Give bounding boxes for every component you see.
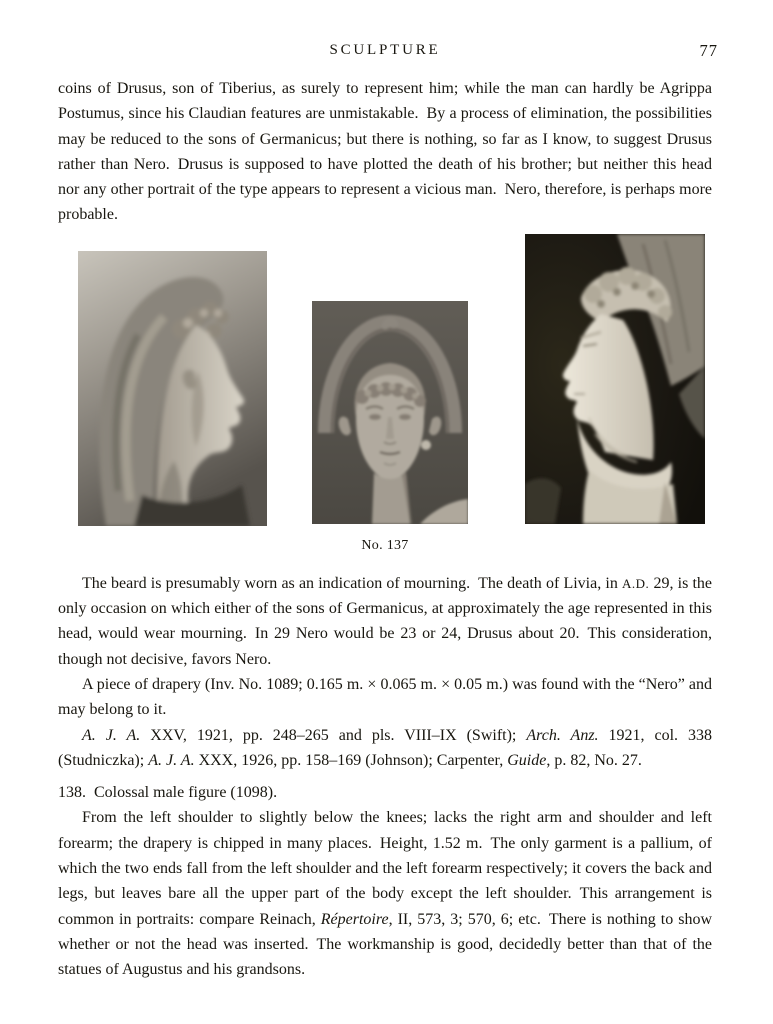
paragraph-entry-138 <box>58 805 712 982</box>
citation-text: XXX, 1926, pp. 158–169 (Johnson); Carpenter, <box>194 751 508 769</box>
citation-title: Répertoire <box>320 910 389 928</box>
paragraph-text: The beard is presumably worn as an indication of mourning. The death of Livia, in <box>82 574 622 592</box>
paragraph-text: , II, 573, 3; 570, 6; etc. There is nothing to show whether or not the head was inserted. The workmanship is good, decidedly better than that of the statues of Augustus and his grandsons. <box>58 910 712 979</box>
paragraph-text: A piece of drapery (Inv. No. 1089; 0.165 m. × 0.065 m. × 0.05 m.) was found with the “Nero” and may belong to it. <box>58 675 712 719</box>
running-header <box>58 41 718 64</box>
sculpture-photo-front-view <box>312 301 468 524</box>
right-eye <box>399 414 411 420</box>
citation-journal: A. J. A. <box>148 751 195 769</box>
left-eye <box>369 414 381 420</box>
sculpture-photo-front-svg <box>312 301 468 524</box>
page-number: 77 <box>699 41 718 60</box>
paragraph-text: From the left shoulder to slightly below the knees; lacks the right arm and shoulder and left forearm; the drapery is chipped in many places. Height, 1.52 m. The only garment is a pallium, of which the two ends fall from the left shoulder and the left forearm respectively; it covers the back and legs, but leaves bare all the upper part of the body except the left shoulder. This arrangement is common in portraits: compare Reinach, <box>58 809 712 928</box>
citation-title: Guide <box>507 751 547 769</box>
paragraph-drapery-fragment <box>58 672 712 723</box>
paragraph-citations <box>58 723 712 774</box>
running-title: SCULPTURE <box>329 42 441 58</box>
figure-caption: No. 137 <box>361 537 409 553</box>
paragraph-continuation <box>58 76 712 228</box>
paragraph-text: coins of Drusus, son of Tiberius, as surely to represent him; while the man can hardly be Agrippa Postumus, since his Claudian features are unmistakable. By a process of elimination, the possibilities may be reduced to the sons of Germanicus; but there is nothing, so far as I know, to suggest Drusus rather than Nero. Drusus is supposed to have plotted the death of his brother; but neither this head nor any other portrait of the type appears to represent a vicious man. Nero, therefore, is perhaps more probable. <box>58 80 712 224</box>
entry-heading-text: 138. Colossal male figure (1098). <box>58 784 278 802</box>
smallcaps-ad: A.D. <box>622 575 650 591</box>
paragraph-beard-mourning <box>58 571 712 672</box>
text-column <box>58 76 712 983</box>
sculpture-photo-left-profile <box>78 251 267 526</box>
paragraph-text: 29, is the only occasion on which either of the sons of Germanicus, at approximately the age represented in this head, would wear mourning. In 29 Nero would be 23 or 24, Drusus about 20. This consideration, though not decisive, favors Nero. <box>58 574 713 668</box>
sculpture-photo-bearded-profile <box>525 234 705 524</box>
citation-text: , p. 82, No. 27. <box>546 751 642 769</box>
figure-no-137 <box>58 234 712 552</box>
citation-journal: Arch. Anz. <box>526 726 599 744</box>
sculpture-photo-left-svg <box>78 251 267 526</box>
sculpture-photo-right-svg <box>525 234 705 524</box>
citation-text: 1921, col. 338 (Studniczka); <box>58 726 713 769</box>
citation-journal: A. J. A. <box>82 726 141 744</box>
entry-138-heading <box>58 780 712 805</box>
citation-text: XXV, 1921, pp. 248–265 and pls. VIII–IX (Swift); <box>140 726 527 744</box>
